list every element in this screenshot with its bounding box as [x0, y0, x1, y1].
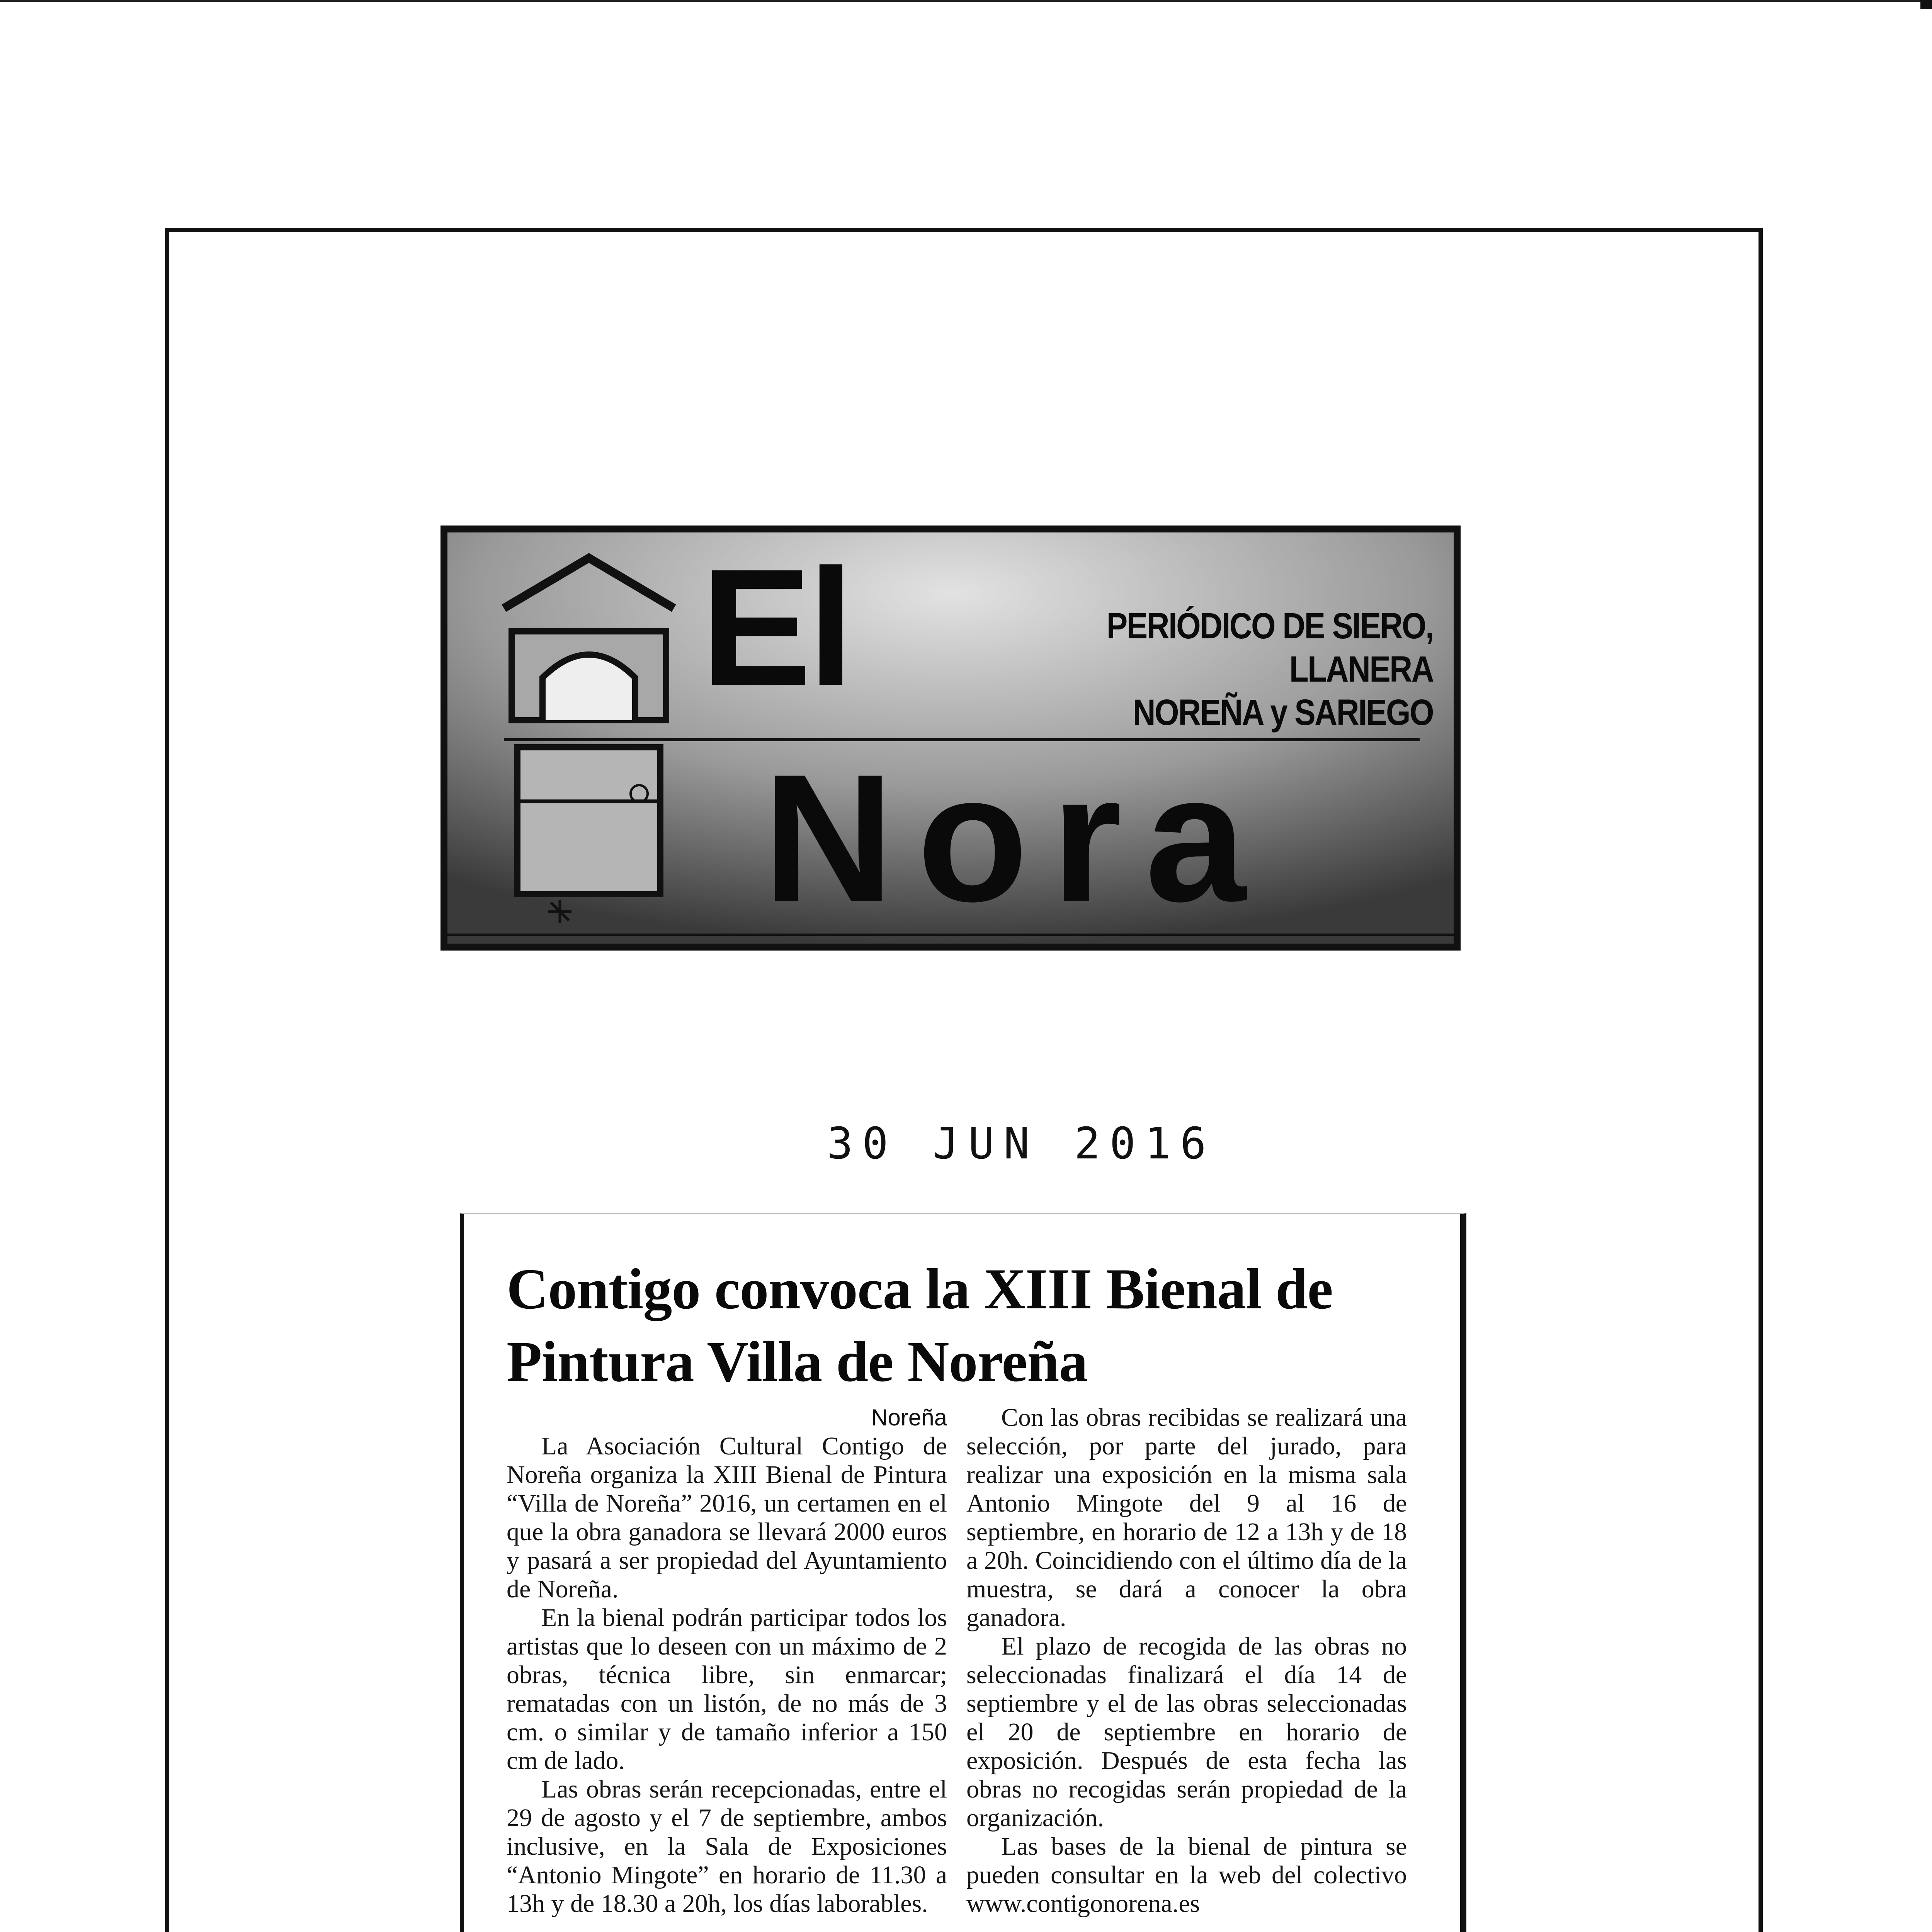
tagline-line-2: NOREÑA y SARIEGO — [1133, 692, 1433, 733]
article-box — [460, 1213, 1466, 1932]
tagline-line-1: PERIÓDICO DE SIERO, LLANERA — [1106, 605, 1433, 690]
paragraph: Las bases de la bienal de pintura se pueden consultar en la web del colectivo www.contigonorena.es — [966, 1832, 1407, 1918]
paragraph: La Asociación Cultural Contigo de Noreña organiza la XIII Bienal de Pintura “Villa de Noreña” 2016, un certamen en el que la obra ganadora se llevará 2000 euros y pasará a ser propiedad del Ayuntamiento de Noreña. — [507, 1432, 947, 1603]
article-byline: Noreña — [871, 1405, 947, 1430]
newspaper-masthead — [440, 526, 1461, 951]
masthead-title-el: El — [701, 535, 850, 720]
masthead-title-nora: Nora — [763, 736, 1269, 939]
paragraph: Las obras serán recepcionadas, entre el 29 de agosto y el 7 de septiembre, ambos inclusive, en la Sala de Exposiciones “Antonio Mingote” en horario de 11.30 a 13h y de 18.30 a 20h, los días laborables. — [507, 1775, 947, 1918]
paragraph: Con las obras recibidas se realizará una selección, por parte del jurado, para realizar una exposición en la misma sala Antonio Mingote del 9 al 16 de septiembre, en horario de 12 a 13h y de 18 a 20h. Coincidiendo con el último día de la muestra, se dará a conocer la obra ganadora. — [966, 1403, 1407, 1632]
article-headline: Contigo convoca la XIII Bienal de Pintura Villa de Noreña — [507, 1257, 1333, 1394]
date-stamp: 30 JUN 2016 — [827, 1119, 1216, 1169]
article-column-left — [507, 1403, 947, 1918]
masthead-tagline — [1048, 604, 1433, 734]
scan-mark — [1920, 0, 1932, 9]
scan-edge-top — [0, 0, 1920, 2]
paragraph: El plazo de recogida de las obras no seleccionadas finalizará el día 14 de septiembre y el de las obras seleccionadas el 20 de septiembre en horario de exposición. Después de esta fecha las obras no recogidas serán propiedad de la organización. — [966, 1632, 1407, 1832]
paragraph: En la bienal podrán participar todos los artistas que lo deseen con un máximo de 2 obras, técnica libre, sin enmarcar; rematadas con un listón, de no más de 3 cm. o similar y de tamaño inferior a 150 cm de lado. — [507, 1604, 947, 1775]
article-column-right — [966, 1403, 1407, 1918]
